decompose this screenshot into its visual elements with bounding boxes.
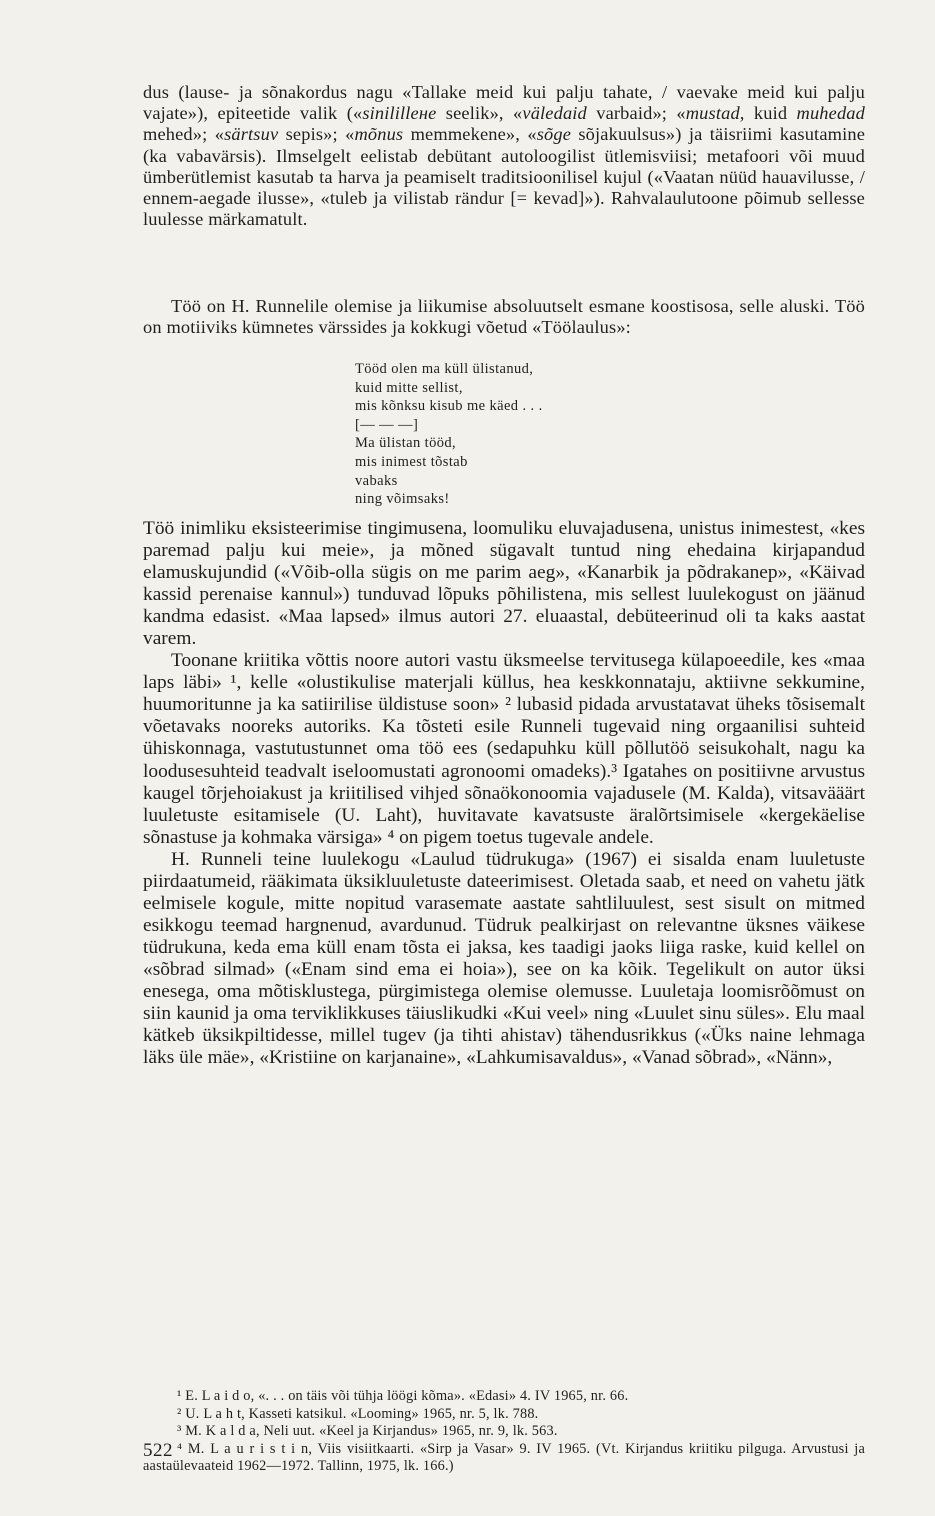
- poem-line: ning võimsaks!: [355, 491, 450, 508]
- text-run: kuid: [744, 103, 797, 124]
- poem-line: kuid mitte sellist,: [355, 379, 463, 396]
- poem-line: [— — —]: [355, 416, 419, 433]
- italic-phrase: sinililleне: [362, 103, 437, 124]
- italic-phrase: mõnus: [354, 124, 404, 145]
- work-text: Töö on H. Runnelile olemise ja liikumise absoluutselt esmane koostisosa, selle aluski. Töö on motiiviks kümnetes värssides ja kokkugi võetud «Töölaulus»:: [143, 296, 865, 338]
- poem-line: mis kõnksu kisub me käed . . .: [355, 398, 543, 415]
- italic-phrase: muhedad: [796, 103, 866, 124]
- italic-phrase: mustad,: [685, 103, 745, 124]
- body-paragraph: Töö inimliku eksisteerimise tingimusena, loomuliku eluvajadusena, unistus inimestest, «kes paremad palju kui meie», ja mõned sügavalt tuntud ning ehedaina kirjapandud elamuskujundid («Võib-olla sügis on me parim aeg», «Kanarbik ja põdrakanep», «Käivad kassid perenaise kannul») tunduvad lõpuks põhilistena, mis sellest luulekogust on jäänud kandma edasist. «Maa lapsed» ilmus autori 27. eluaastal, debüteerinud oli ta kaks aastat varem.: [143, 518, 865, 650]
- poem-line: mis inimest tõstab: [355, 453, 468, 470]
- footnotes: [143, 1388, 865, 1476]
- italic-phrase: särtsuv: [224, 124, 279, 145]
- footnote: ³ M. K a l d a, Neli uut. «Keel ja Kirjandus» 1965, nr. 9, lk. 563.: [177, 1423, 558, 1440]
- text-run: seelik», «: [436, 103, 523, 124]
- work-paragraph: [143, 296, 865, 338]
- page-number: 522: [143, 1440, 173, 1461]
- intro-paragraph: [143, 82, 865, 230]
- text-run: memmekene», «: [403, 124, 537, 145]
- poem-line: vabaks: [355, 472, 398, 489]
- poem-line: Ma ülistan tööd,: [355, 435, 457, 452]
- italic-phrase: sõge: [536, 124, 572, 145]
- italic-phrase: väledaid: [522, 103, 587, 124]
- body-paragraph: H. Runneli teine luulekogu «Laulud tüdrukuga» (1967) ei sisalda enam luuletuste piirdaatumeid, rääkimata üksikluuletuste dateerimisest. Oletada saab, et need on vahetu jätk eelmisele kogule, mitte nopitud varasemate aastate sahtliluulest, sest sisult on mitmed esikkogu teemad hargnenud, avardunud. Tüdruk pealkirjast on relevantne üksnes väikese tüdrukuna, keda ema küll enam tõsta ei jaksa, kes taadigi jaoks liiga raske, kuid kellel on «sõbrad silmad» («Enam sind ema ei hoia»), see on ka kõik. Tegelikult on autor üksi enesega, oma mõtisklustega, pürgimistega olemise olemusse. Luuletaja loomisrõõmust on siin kaunid ja oma terviklikkuses täiuslikudki «Kui veel» ning «Luulet sinu süles». Elu maal kätkeb üksikpiltidesse, millel tugev (ja tihti ahistav) tähendusrikkus («Üks naine lehmaga läks üle mäe», «Kristiine on karjanaine», «Lahkumisavaldus», «Vanad sõbrad», «Nänn»,: [143, 848, 865, 1069]
- body-paragraph: Toonane kriitika võttis noore autori vastu üksmeelse tervitusega külapoeedile, kes «maa laps läbi» ¹, kelle «olustikulise materjali küllus, hea keskkonnataju, aktiivne sekkumine, huumoritunne ja ka satiirilise üldistuse soon» ² lubasid pidada arvustatavat üheks tõsisemalt võetavaks nooreks autoriks. Ka tõsteti esile Runneli tugevaid ning orgaanilisi suhteid ühiskonnaga, vastutustunnet oma töö ees (sedapuhku küll põllutöö seisukohalt, nagu ka loodusesuhteid teadvalt iseloomustati agronoomi omadeks).³ Igatahes on positiivne arvustus kaugel tõrjehoiakust ja kriitilised vihjed sõnaökonoomia vajadusele (M. Kalda), vitsavääärt luuletuste esitamisele (U. Laht), huvitavate kavatsuste äralõrtsimisele «kergekäelise sõnastuse ja kohmaka värsiga» ⁴ on pigem toetus tugevale andele.: [143, 650, 865, 848]
- text-run: sõjakuulsus») ja täisriimi kasutamine (ka vabavärsis). Ilmselgelt eelistab debütant autoloogilist ütlemisviisi; metafoori või muud ümberütlemist kasutab ta harva ja peamiselt traditsioonilisel kujul («Vaatan nüüd hauavilusse, / ennem-aegade ilusse», «tuleb ja vilistab rändur [= kevad]»). Rahvalaulutoone põimub sellesse luulesse märkamatult.: [143, 124, 866, 230]
- text-run: mehed»; «: [143, 124, 225, 145]
- footnote: ¹ E. L a i d o, «. . . on täis või tühja löögi kõma». «Edasi» 4. IV 1965, nr. 66.: [177, 1388, 629, 1404]
- footnote: ⁴ M. L a u r i s t i n, Viis visiitkaarti. «Sirp ja Vasar» 9. IV 1965. (Vt. Kirjandus kriitiku pilguga. Arvustusi ja aastaülevaateid 1962—1972. Tallinn, 1975, lk. 166.): [143, 1440, 865, 1475]
- main-body: [143, 518, 865, 1069]
- poem-line: Tööd olen ma küll ülistanud,: [355, 361, 534, 377]
- text-run: sepis»; «: [278, 124, 355, 145]
- text-run: dus (lause- ja sõnakordus nagu «Tallake meid kui palju tahate, / vaevake meid kui palju vajate»), epiteetide valik («: [143, 82, 865, 124]
- poem-quote: [355, 360, 543, 509]
- intro-text: [143, 82, 865, 230]
- text-run: varbaid»; «: [586, 103, 686, 124]
- footnote: ² U. L a h t, Kasseti katsikul. «Looming» 1965, nr. 5, lk. 788.: [177, 1405, 539, 1422]
